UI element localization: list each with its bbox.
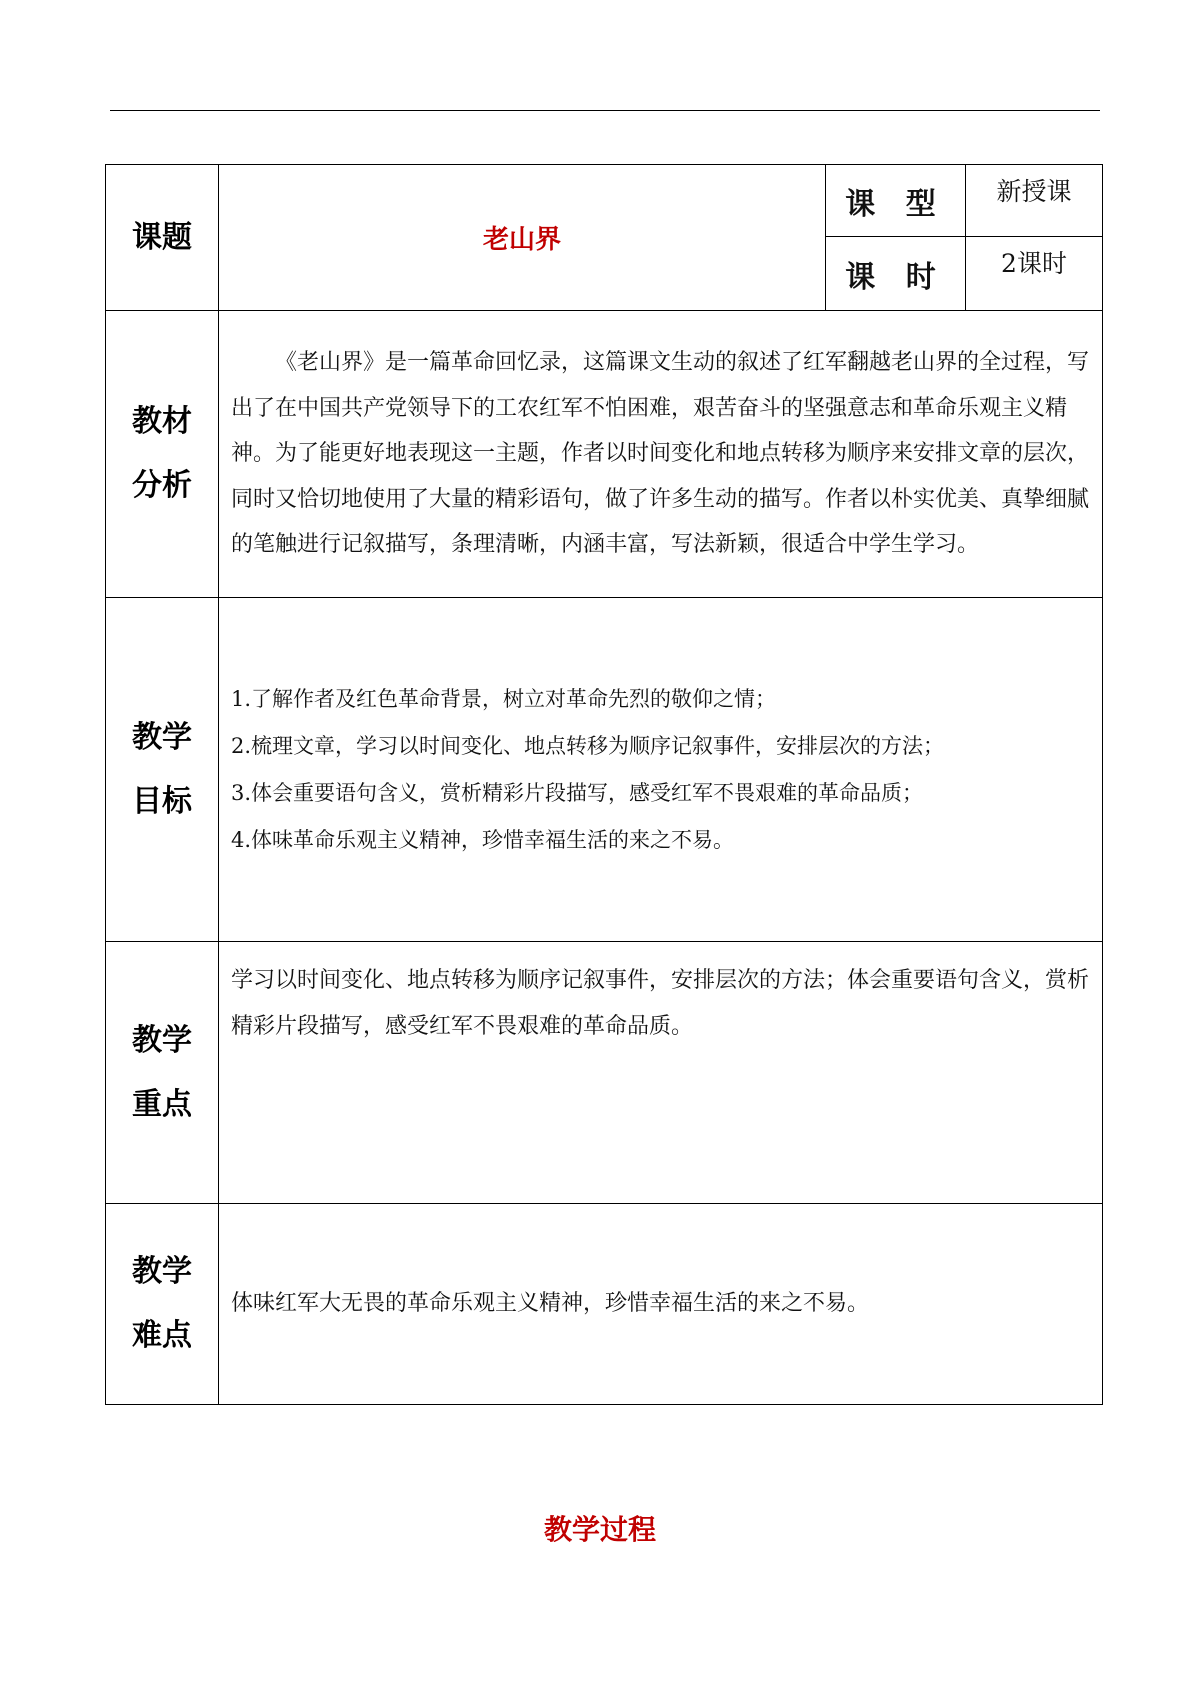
lesson-plan-table (105, 164, 1103, 1405)
teaching-focus-label-2: 重点 (132, 1086, 192, 1122)
hours-value: 2课时 (1001, 249, 1067, 278)
hours-label-cell (826, 237, 966, 311)
teaching-goals-content (219, 598, 1103, 942)
material-analysis-label-1: 教材 (132, 404, 192, 439)
goal-item: 4.体味革命乐观主义精神，珍惜幸福生活的来之不易。 (231, 827, 735, 852)
teaching-difficulty-label-2: 难点 (132, 1318, 192, 1353)
hours-label: 课 时 (845, 259, 946, 295)
title-cell (219, 165, 826, 311)
type-label: 课 型 (845, 186, 946, 222)
teaching-goals-row (106, 598, 1103, 942)
header-rule (110, 110, 1100, 111)
teaching-focus-text: 学习以时间变化、地点转移为顺序记叙事件，安排层次的方法；体会重要语句含义，赏析精彩片段描写，感受红军不畏艰难的革命品质。 (231, 968, 1090, 1039)
type-value-cell (966, 165, 1103, 237)
material-analysis-content (219, 311, 1103, 598)
lesson-title: 老山界 (482, 225, 561, 255)
teaching-difficulty-label-cell (106, 1204, 219, 1405)
header-row-1 (106, 165, 1103, 237)
subject-label: 课题 (132, 219, 192, 255)
material-analysis-label-cell (106, 311, 219, 598)
section-heading: 教学过程 (543, 1513, 656, 1546)
material-analysis-label-2: 分析 (132, 468, 192, 503)
teaching-focus-label-1: 教学 (132, 1022, 192, 1058)
material-analysis-row (106, 311, 1103, 598)
teaching-goals-label-cell (106, 598, 219, 942)
teaching-difficulty-row (106, 1204, 1103, 1405)
hours-value-cell (966, 237, 1103, 311)
teaching-focus-label-cell (106, 942, 219, 1204)
teaching-goals-label-1: 教学 (132, 719, 192, 755)
type-value: 新授课 (996, 177, 1072, 206)
goal-item: 2.梳理文章，学习以时间变化、地点转移为顺序记叙事件，安排层次的方法； (231, 733, 945, 758)
teaching-goals-label-2: 目标 (132, 783, 192, 819)
teaching-focus-content (219, 942, 1103, 1204)
teaching-focus-row (106, 942, 1103, 1204)
material-analysis-text: 《老山界》是一篇革命回忆录，这篇课文生动的叙述了红军翻越老山界的全过程，写出了在中国共产党领导下的工农红军不怕困难，艰苦奋斗的坚强意志和革命乐观主义精神。为了能更好地表现这一主题，作者以时间变化和地点转移为顺序来安排文章的层次，同时又恰切地使用了大量的精彩语句，做了许多生动的描写。作者以朴实优美、真挚细腻的笔触进行记叙描写，条理清晰，内涵丰富，写法新颖，很适合中学生学习。 (231, 350, 1090, 558)
goal-item: 3.体会重要语句含义，赏析精彩片段描写，感受红军不畏艰难的革命品质； (231, 780, 924, 805)
subject-label-cell (106, 165, 219, 311)
teaching-difficulty-label-1: 教学 (132, 1254, 192, 1289)
teaching-difficulty-text: 体味红军大无畏的革命乐观主义精神，珍惜幸福生活的来之不易。 (231, 1291, 870, 1317)
type-label-cell (826, 165, 966, 237)
goal-item: 1.了解作者及红色革命背景，树立对革命先烈的敬仰之情； (231, 686, 777, 711)
teaching-difficulty-content (219, 1204, 1103, 1405)
